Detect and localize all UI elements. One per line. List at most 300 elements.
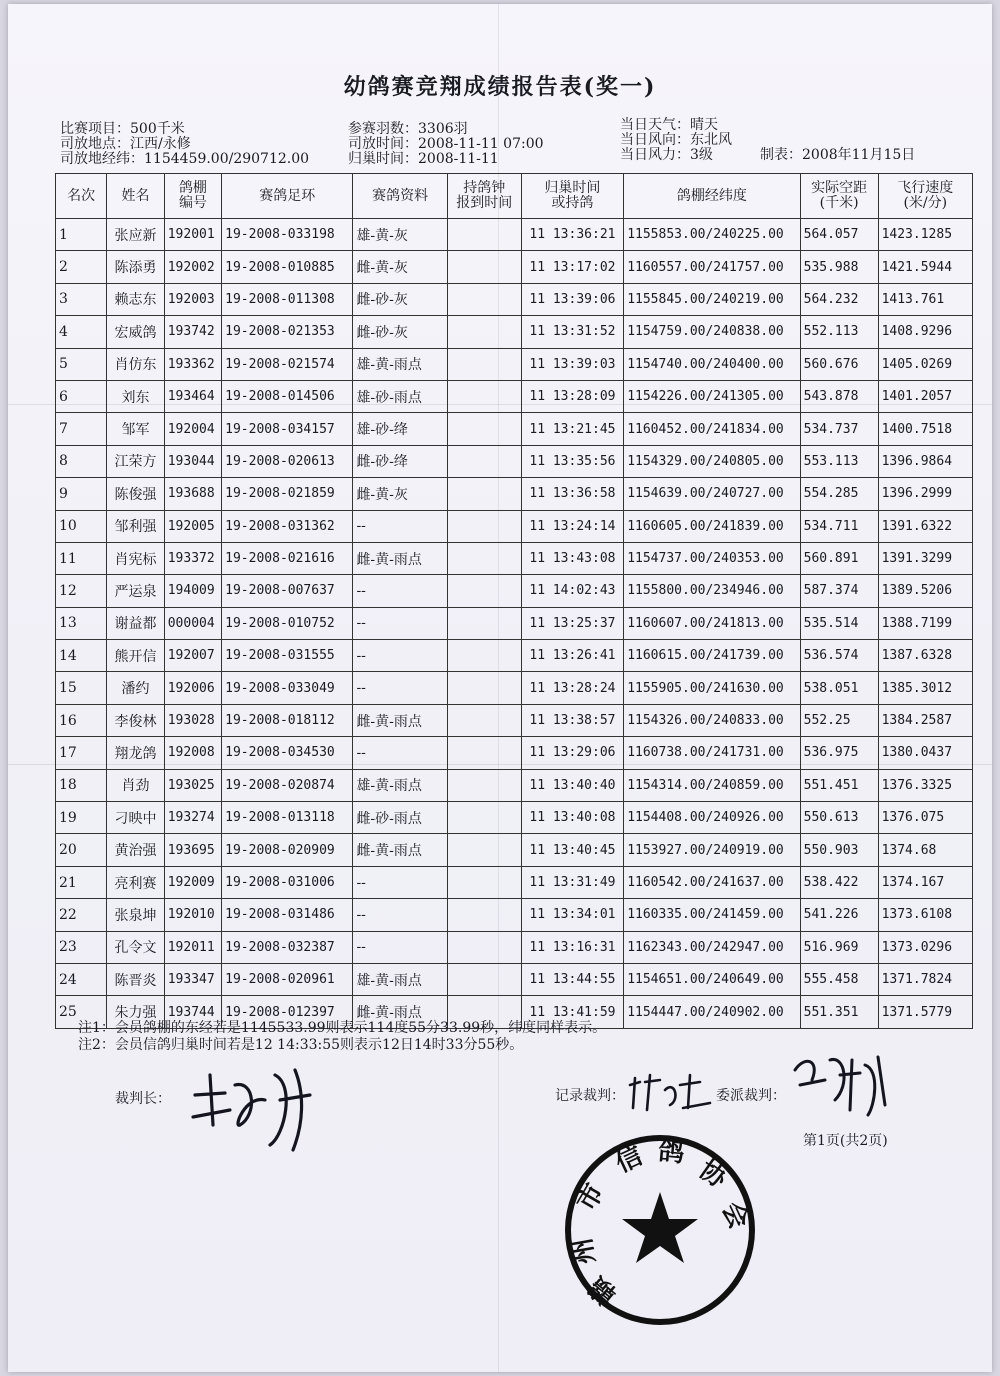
table-row xyxy=(56,348,973,380)
table-row xyxy=(56,283,973,315)
cell-name: 张应新 xyxy=(107,219,164,251)
cell-name: 孔令文 xyxy=(107,931,164,963)
svg-text:市: 市 xyxy=(571,1178,611,1217)
cell-dist: 587.374 xyxy=(800,575,878,607)
cell-clock xyxy=(447,607,521,639)
cell-speed: 1374.68 xyxy=(878,834,972,866)
cell-ring: 19-2008-033198 xyxy=(222,219,353,251)
cell-ring: 19-2008-031006 xyxy=(222,866,353,898)
cell-dist: 541.226 xyxy=(800,899,878,931)
cell-speed: 1421.5944 xyxy=(878,251,972,283)
cell-name: 陈俊强 xyxy=(107,478,164,510)
cell-dist: 534.737 xyxy=(800,413,878,445)
svg-text:鸽: 鸽 xyxy=(656,1136,686,1169)
cell-coord: 1155853.00/240225.00 xyxy=(624,219,800,251)
cell-ring: 19-2008-034157 xyxy=(222,413,353,445)
cell-dist: 534.711 xyxy=(800,510,878,542)
meta-race-item: 比赛项目：500千米 xyxy=(60,121,185,137)
cell-loft: 193362 xyxy=(164,348,221,380)
cell-loft: 194009 xyxy=(164,575,221,607)
cell-rank: 10 xyxy=(56,510,107,542)
cell-ring: 19-2008-031362 xyxy=(222,510,353,542)
cell-name: 李俊林 xyxy=(107,704,164,736)
cell-dist: 543.878 xyxy=(800,380,878,412)
cell-arrival: 11 13:38:57 xyxy=(521,704,624,736)
cell-arrival: 11 13:29:06 xyxy=(521,737,624,769)
cell-speed: 1376.3325 xyxy=(878,769,972,801)
cell-arrival: 11 13:34:01 xyxy=(521,899,624,931)
cell-arrival: 11 13:17:02 xyxy=(521,251,624,283)
cell-ring: 19-2008-021574 xyxy=(222,348,353,380)
cell-name: 朱力强 xyxy=(107,996,164,1028)
cell-loft: 192003 xyxy=(164,283,221,315)
cell-loft: 193044 xyxy=(164,445,221,477)
table-row xyxy=(56,963,973,995)
table-row xyxy=(56,769,973,801)
svg-text:协: 协 xyxy=(693,1154,733,1195)
cell-speed: 1413.761 xyxy=(878,283,972,315)
cell-clock xyxy=(447,413,521,445)
cell-info: -- xyxy=(353,640,447,672)
cell-dist: 551.451 xyxy=(800,769,878,801)
cell-coord: 1154737.00/240353.00 xyxy=(624,542,800,574)
cell-rank: 7 xyxy=(56,413,107,445)
meta-entries-info xyxy=(348,122,544,167)
cell-dist: 554.285 xyxy=(800,478,878,510)
meta-release-time: 司放时间：2008-11-11 07:00 xyxy=(348,136,544,152)
meta-race-info xyxy=(60,122,309,167)
cell-info: 雄-砂-雨点 xyxy=(353,380,447,412)
cell-arrival: 11 13:44:55 xyxy=(521,963,624,995)
cell-info: 雌-黄-雨点 xyxy=(353,704,447,736)
cell-name: 张泉坤 xyxy=(107,899,164,931)
cell-ring: 19-2008-020613 xyxy=(222,445,353,477)
cell-speed: 1371.7824 xyxy=(878,963,972,995)
svg-text:信: 信 xyxy=(611,1140,648,1179)
cell-rank: 23 xyxy=(56,931,107,963)
cell-rank: 3 xyxy=(56,283,107,315)
table-row xyxy=(56,316,973,348)
header-speed: 飞行速度 (米/分) xyxy=(878,174,972,219)
cell-clock xyxy=(447,802,521,834)
header-distance: 实际空距 (千米) xyxy=(800,174,878,219)
cell-name: 江荣方 xyxy=(107,445,164,477)
cell-dist: 550.613 xyxy=(800,802,878,834)
cell-loft: 193688 xyxy=(164,478,221,510)
meta-weather: 当日天气：晴天 xyxy=(620,117,718,133)
cell-loft: 193274 xyxy=(164,802,221,834)
cell-ring: 19-2008-012397 xyxy=(222,996,353,1028)
cell-ring: 19-2008-011308 xyxy=(222,283,353,315)
table-header-row xyxy=(56,174,973,219)
cell-dist: 538.422 xyxy=(800,866,878,898)
footnote-1: 注1：会员鸽棚的东经若是1145533.99则表示114度55分33.99秒，纬度同样表示。 xyxy=(78,1020,607,1036)
cell-rank: 15 xyxy=(56,672,107,704)
header-rank: 名次 xyxy=(56,174,107,219)
cell-dist: 535.514 xyxy=(800,607,878,639)
cell-clock xyxy=(447,866,521,898)
cell-rank: 2 xyxy=(56,251,107,283)
cell-dist: 560.676 xyxy=(800,348,878,380)
svg-text:州: 州 xyxy=(567,1235,602,1267)
cell-coord: 1153927.00/240919.00 xyxy=(624,834,800,866)
cell-ring: 19-2008-020874 xyxy=(222,769,353,801)
cell-arrival: 11 13:40:40 xyxy=(521,769,624,801)
cell-info: 雌-黄-雨点 xyxy=(353,834,447,866)
table-row xyxy=(56,380,973,412)
cell-arrival: 11 13:40:08 xyxy=(521,802,624,834)
cell-dist: 535.988 xyxy=(800,251,878,283)
cell-coord: 1154447.00/240902.00 xyxy=(624,996,800,1028)
meta-weather-info xyxy=(620,118,732,163)
page-indicator: 第1页(共2页) xyxy=(803,1133,888,1149)
cell-arrival: 11 13:36:58 xyxy=(521,478,624,510)
cell-clock xyxy=(447,931,521,963)
cell-name: 翔龙鸽 xyxy=(107,737,164,769)
cell-loft: 192010 xyxy=(164,899,221,931)
cell-clock xyxy=(447,510,521,542)
cell-rank: 8 xyxy=(56,445,107,477)
cell-name: 刘东 xyxy=(107,380,164,412)
cell-rank: 16 xyxy=(56,704,107,736)
cell-dist: 538.051 xyxy=(800,672,878,704)
cell-ring: 19-2008-021616 xyxy=(222,542,353,574)
cell-rank: 12 xyxy=(56,575,107,607)
cell-coord: 1160605.00/241839.00 xyxy=(624,510,800,542)
cell-name: 谢益都 xyxy=(107,607,164,639)
cell-coord: 1155845.00/240219.00 xyxy=(624,283,800,315)
cell-arrival: 11 13:40:45 xyxy=(521,834,624,866)
recorder-signature xyxy=(625,1070,715,1115)
cell-rank: 17 xyxy=(56,737,107,769)
cell-coord: 1160607.00/241813.00 xyxy=(624,607,800,639)
cell-speed: 1385.3012 xyxy=(878,672,972,704)
meta-wind-direction: 当日风向：东北风 xyxy=(620,132,732,148)
cell-coord: 1154740.00/240400.00 xyxy=(624,348,800,380)
cell-clock xyxy=(447,575,521,607)
cell-coord: 1155905.00/241630.00 xyxy=(624,672,800,704)
cell-ring: 19-2008-010752 xyxy=(222,607,353,639)
header-ring: 赛鸽足环 xyxy=(222,174,353,219)
table-row xyxy=(56,575,973,607)
cell-clock xyxy=(447,640,521,672)
cell-dist: 536.975 xyxy=(800,737,878,769)
cell-arrival: 11 13:39:06 xyxy=(521,283,624,315)
meta-wind-force: 当日风力：3级 xyxy=(620,147,713,163)
cell-info: 雄-黄-灰 xyxy=(353,219,447,251)
cell-name: 邹军 xyxy=(107,413,164,445)
cell-arrival: 11 13:26:41 xyxy=(521,640,624,672)
cell-ring: 19-2008-020961 xyxy=(222,963,353,995)
cell-loft: 193025 xyxy=(164,769,221,801)
cell-speed: 1371.5779 xyxy=(878,996,972,1028)
recorder-label: 记录裁判： xyxy=(555,1088,625,1104)
cell-dist: 553.113 xyxy=(800,445,878,477)
cell-rank: 21 xyxy=(56,866,107,898)
cell-arrival: 11 13:39:03 xyxy=(521,348,624,380)
cell-info: 雌-砂-灰 xyxy=(353,316,447,348)
cell-rank: 5 xyxy=(56,348,107,380)
cell-ring: 19-2008-032387 xyxy=(222,931,353,963)
cell-arrival: 11 13:21:45 xyxy=(521,413,624,445)
table-row xyxy=(56,866,973,898)
cell-info: -- xyxy=(353,672,447,704)
cell-clock xyxy=(447,899,521,931)
cell-name: 黄治强 xyxy=(107,834,164,866)
table-row xyxy=(56,542,973,574)
table-row xyxy=(56,931,973,963)
table-row xyxy=(56,672,973,704)
delegate-label: 委派裁判： xyxy=(716,1088,786,1104)
cell-speed: 1423.1285 xyxy=(878,219,972,251)
table-row xyxy=(56,478,973,510)
cell-clock xyxy=(447,251,521,283)
svg-text:会: 会 xyxy=(715,1197,754,1234)
cell-clock xyxy=(447,380,521,412)
cell-coord: 1154759.00/240838.00 xyxy=(624,316,800,348)
cell-ring: 19-2008-018112 xyxy=(222,704,353,736)
meta-return-time: 归巢时间：2008-11-11 xyxy=(348,151,499,167)
cell-ring: 19-2008-031555 xyxy=(222,640,353,672)
table-row xyxy=(56,704,973,736)
header-name: 姓名 xyxy=(107,174,164,219)
footnotes xyxy=(78,1020,606,1054)
table-row xyxy=(56,607,973,639)
cell-loft: 193695 xyxy=(164,834,221,866)
cell-info: 雌-砂-绛 xyxy=(353,445,447,477)
cell-coord: 1154408.00/240926.00 xyxy=(624,802,800,834)
cell-speed: 1373.0296 xyxy=(878,931,972,963)
cell-dist: 536.574 xyxy=(800,640,878,672)
cell-loft: 193347 xyxy=(164,963,221,995)
cell-info: 雌-黄-灰 xyxy=(353,478,447,510)
cell-name: 宏威鸽 xyxy=(107,316,164,348)
cell-ring: 19-2008-021859 xyxy=(222,478,353,510)
cell-info: -- xyxy=(353,866,447,898)
cell-loft: 193742 xyxy=(164,316,221,348)
cell-name: 邹利强 xyxy=(107,510,164,542)
meta-release-coords: 司放地经纬：1154459.00/290712.00 xyxy=(60,151,310,167)
cell-speed: 1373.6108 xyxy=(878,899,972,931)
cell-arrival: 11 13:41:59 xyxy=(521,996,624,1028)
cell-rank: 25 xyxy=(56,996,107,1028)
cell-speed: 1380.0437 xyxy=(878,737,972,769)
cell-arrival: 11 13:25:37 xyxy=(521,607,624,639)
table-row xyxy=(56,802,973,834)
cell-info: 雌-黄-雨点 xyxy=(353,996,447,1028)
results-body xyxy=(56,219,973,1029)
table-row xyxy=(56,251,973,283)
cell-ring: 19-2008-010885 xyxy=(222,251,353,283)
cell-loft: 193744 xyxy=(164,996,221,1028)
cell-rank: 19 xyxy=(56,802,107,834)
cell-speed: 1391.6322 xyxy=(878,510,972,542)
footnote-2: 注2：会员信鸽归巢时间若是12 14:33:55则表示12日14时33分55秒。 xyxy=(78,1037,524,1053)
cell-coord: 1160542.00/241637.00 xyxy=(624,866,800,898)
cell-speed: 1374.167 xyxy=(878,866,972,898)
cell-speed: 1400.7518 xyxy=(878,413,972,445)
association-seal xyxy=(560,1130,760,1330)
cell-speed: 1389.5206 xyxy=(878,575,972,607)
cell-ring: 19-2008-013118 xyxy=(222,802,353,834)
cell-clock xyxy=(447,478,521,510)
header-coord: 鸽棚经纬度 xyxy=(624,174,800,219)
cell-arrival: 11 13:28:24 xyxy=(521,672,624,704)
cell-dist: 564.232 xyxy=(800,283,878,315)
cell-clock xyxy=(447,704,521,736)
cell-loft: 000004 xyxy=(164,607,221,639)
cell-dist: 551.351 xyxy=(800,996,878,1028)
table-row xyxy=(56,510,973,542)
cell-ring: 19-2008-034530 xyxy=(222,737,353,769)
cell-rank: 13 xyxy=(56,607,107,639)
table-row xyxy=(56,834,973,866)
table-row xyxy=(56,445,973,477)
cell-clock xyxy=(447,348,521,380)
cell-clock xyxy=(447,445,521,477)
cell-rank: 18 xyxy=(56,769,107,801)
meta-entry-count: 参赛羽数：3306羽 xyxy=(348,121,468,137)
cell-info: -- xyxy=(353,931,447,963)
cell-rank: 24 xyxy=(56,963,107,995)
cell-coord: 1154226.00/241305.00 xyxy=(624,380,800,412)
cell-rank: 22 xyxy=(56,899,107,931)
cell-name: 严运泉 xyxy=(107,575,164,607)
cell-arrival: 11 13:24:14 xyxy=(521,510,624,542)
cell-speed: 1384.2587 xyxy=(878,704,972,736)
header-loft: 鸽棚 编号 xyxy=(164,174,221,219)
cell-ring: 19-2008-007637 xyxy=(222,575,353,607)
cell-loft: 192009 xyxy=(164,866,221,898)
cell-info: -- xyxy=(353,737,447,769)
cell-info: 雄-黄-雨点 xyxy=(353,769,447,801)
cell-coord: 1160335.00/241459.00 xyxy=(624,899,800,931)
cell-speed: 1388.7199 xyxy=(878,607,972,639)
cell-rank: 1 xyxy=(56,219,107,251)
cell-arrival: 11 13:31:49 xyxy=(521,866,624,898)
cell-coord: 1154326.00/240833.00 xyxy=(624,704,800,736)
cell-clock xyxy=(447,769,521,801)
cell-rank: 9 xyxy=(56,478,107,510)
cell-speed: 1387.6328 xyxy=(878,640,972,672)
cell-loft: 192001 xyxy=(164,219,221,251)
cell-name: 潘约 xyxy=(107,672,164,704)
cell-info: 雌-黄-灰 xyxy=(353,251,447,283)
cell-ring: 19-2008-031486 xyxy=(222,899,353,931)
cell-arrival: 11 13:43:08 xyxy=(521,542,624,574)
cell-name: 肖仿东 xyxy=(107,348,164,380)
results-table xyxy=(55,173,973,1029)
cell-dist: 516.969 xyxy=(800,931,878,963)
cell-coord: 1160557.00/241757.00 xyxy=(624,251,800,283)
cell-rank: 4 xyxy=(56,316,107,348)
cell-clock xyxy=(447,316,521,348)
table-row xyxy=(56,640,973,672)
cell-name: 亮利赛 xyxy=(107,866,164,898)
table-row xyxy=(56,413,973,445)
cell-coord: 1155800.00/234946.00 xyxy=(624,575,800,607)
cell-arrival: 11 13:35:56 xyxy=(521,445,624,477)
cell-info: -- xyxy=(353,899,447,931)
chief-judge-label: 裁判长： xyxy=(115,1091,171,1107)
cell-clock xyxy=(447,283,521,315)
cell-coord: 1160615.00/241739.00 xyxy=(624,640,800,672)
cell-loft: 193464 xyxy=(164,380,221,412)
cell-rank: 14 xyxy=(56,640,107,672)
chief-judge-signature xyxy=(185,1055,325,1155)
cell-ring: 19-2008-014506 xyxy=(222,380,353,412)
cell-loft: 192006 xyxy=(164,672,221,704)
cell-arrival: 11 13:28:09 xyxy=(521,380,624,412)
cell-loft: 192011 xyxy=(164,931,221,963)
cell-info: 雄-砂-绛 xyxy=(353,413,447,445)
table-row xyxy=(56,899,973,931)
cell-ring: 19-2008-021353 xyxy=(222,316,353,348)
cell-arrival: 11 13:16:31 xyxy=(521,931,624,963)
cell-loft: 192004 xyxy=(164,413,221,445)
cell-coord: 1154314.00/240859.00 xyxy=(624,769,800,801)
cell-name: 赖志东 xyxy=(107,283,164,315)
cell-info: 雌-砂-灰 xyxy=(353,283,447,315)
cell-rank: 20 xyxy=(56,834,107,866)
cell-loft: 192002 xyxy=(164,251,221,283)
cell-info: 雌-砂-雨点 xyxy=(353,802,447,834)
cell-dist: 560.891 xyxy=(800,542,878,574)
cell-speed: 1401.2057 xyxy=(878,380,972,412)
cell-name: 肖劲 xyxy=(107,769,164,801)
cell-clock xyxy=(447,963,521,995)
cell-coord: 1154651.00/240649.00 xyxy=(624,963,800,995)
cell-arrival: 11 14:02:43 xyxy=(521,575,624,607)
report-title: 幼鸽赛竞翔成绩报告表(奖一) xyxy=(343,74,657,100)
cell-clock xyxy=(447,834,521,866)
cell-dist: 550.903 xyxy=(800,834,878,866)
cell-speed: 1396.2999 xyxy=(878,478,972,510)
cell-loft: 193372 xyxy=(164,542,221,574)
cell-clock xyxy=(447,672,521,704)
cell-coord: 1160738.00/241731.00 xyxy=(624,737,800,769)
cell-name: 肖宪标 xyxy=(107,542,164,574)
cell-name: 陈晋炎 xyxy=(107,963,164,995)
cell-rank: 11 xyxy=(56,542,107,574)
cell-speed: 1376.075 xyxy=(878,802,972,834)
table-row xyxy=(56,737,973,769)
cell-rank: 6 xyxy=(56,380,107,412)
cell-clock xyxy=(447,542,521,574)
cell-loft: 192005 xyxy=(164,510,221,542)
cell-speed: 1408.9296 xyxy=(878,316,972,348)
cell-dist: 552.25 xyxy=(800,704,878,736)
cell-name: 陈添勇 xyxy=(107,251,164,283)
delegate-signature xyxy=(790,1045,895,1125)
cell-dist: 552.113 xyxy=(800,316,878,348)
cell-info: 雄-黄-雨点 xyxy=(353,963,447,995)
cell-arrival: 11 13:36:21 xyxy=(521,219,624,251)
cell-info: -- xyxy=(353,510,447,542)
cell-info: 雌-黄-雨点 xyxy=(353,542,447,574)
cell-loft: 193028 xyxy=(164,704,221,736)
cell-dist: 564.057 xyxy=(800,219,878,251)
cell-info: 雄-黄-雨点 xyxy=(353,348,447,380)
table-row xyxy=(56,219,973,251)
cell-coord: 1154639.00/240727.00 xyxy=(624,478,800,510)
cell-coord: 1154329.00/240805.00 xyxy=(624,445,800,477)
svg-text:赣: 赣 xyxy=(583,1270,623,1311)
header-clock: 持鸽钟 报到时间 xyxy=(447,174,521,219)
meta-release-place: 司放地点：江西/永修 xyxy=(60,136,191,152)
cell-clock xyxy=(447,737,521,769)
meta-made-date: 制表：2008年11月15日 xyxy=(760,147,916,163)
